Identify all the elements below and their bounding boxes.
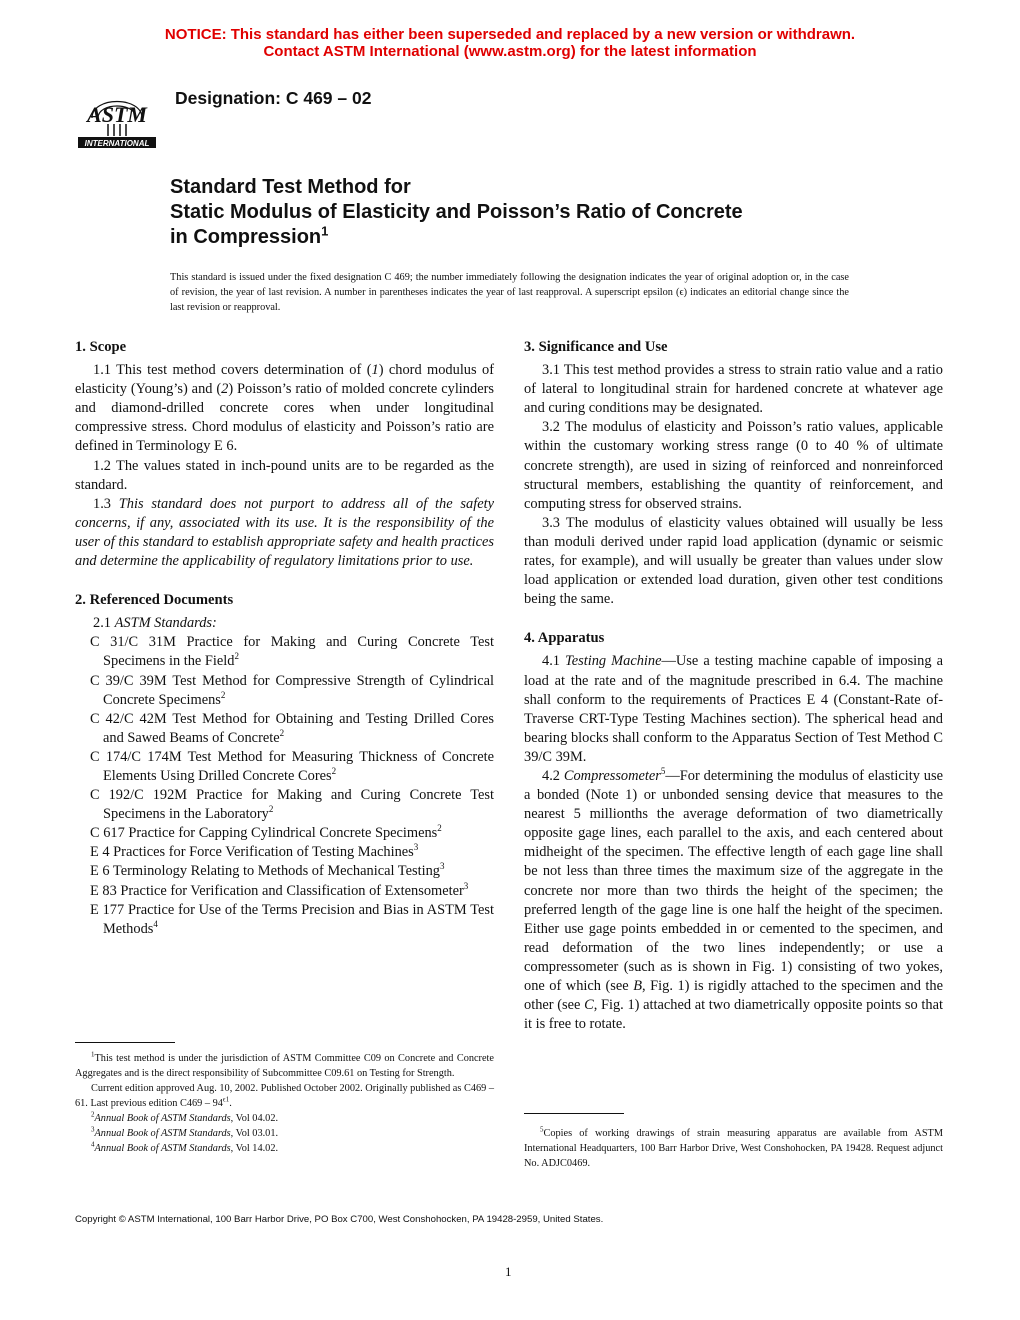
footnote-3 [75,1126,494,1141]
scope-1-1-b: ) chord modulus of elasticity (Young’s) and ( [75,362,494,398]
apparatus-4-2-a: —For determining the modulus of elasticity use a bonded (Note 1) or unbonded sensing device that measures to the nearest 5 millionths the average deformation of two diametrically opposite gage lines, each parallel to the axis, and each centered about midheight of the specimen. The effective length of each gage line shall be not less than three times the maximum size of the aggregate in the concrete nor more than two thirds the height of the specimen; the preferred length of the gage line is one half the height of the specimen. Either use gage points embedded in or cemented to the specimen, and read deformation of the two lines independently; or use a compressometer (such as is shown in Fig. 1) consisting of two yokes, one of which (see [524,767,943,994]
footnote-2-book: Annual Book of ASTM Standards [94,1113,231,1124]
footnote-2 [75,1111,494,1126]
footnote-1-edition-text: Current edition approved Aug. 10, 2002. Published October 2002. Originally published as C469 – 61. Last previous edition C469 – 94 [75,1083,494,1109]
astm-logo-subtext: INTERNATIONAL [84,139,150,148]
footnote-3-mark: 3 [91,1125,95,1134]
referenced-document-footnote-mark: 2 [437,823,442,834]
footnote-3-book: Annual Book of ASTM Standards [94,1128,231,1139]
footnote-4-vol: , Vol 14.02. [230,1143,279,1154]
referenced-document-item [75,748,494,786]
left-column [75,338,494,939]
referenced-document-item [75,901,494,939]
footnote-1-edition-end: . [229,1098,232,1109]
footnote-1 [75,1051,494,1081]
section-heading-referenced-documents: 2. Referenced Documents [75,592,234,609]
referenced-document-text: E 4 Practices for Force Verification of Testing Machines [90,844,414,861]
scope-1-2: 1.2 The values stated in inch-pound units are to be regarded as the standard. [75,457,494,493]
footnote-5 [524,1126,943,1171]
referenced-document-item [75,882,494,901]
footnote-5-text: Copies of working drawings of strain measuring apparatus are available from ASTM International Headquarters, 100 Barr Harbor Drive, West Conshohocken, PA 19428. Request adjunct No. ADJC0469. [524,1128,943,1169]
scope-1-1-c: ) Poisson’s ratio of molded concrete cylinders and diamond-drilled concrete cores when under longitudinal compressive stress. Chord modulus of elasticity and Poisson’s ratio are defined in Terminology E 6. [75,381,494,455]
footnote-5-para [524,1126,943,1171]
withdrawal-notice-line-1: NOTICE: This standard has either been superseded and replaced by a new version or withdrawn. [164,26,856,43]
footnote-rule-right [524,1113,624,1114]
referenced-document-footnote-mark: 2 [220,689,226,700]
scope-1-1-n1: 1 [371,362,379,379]
referenced-document-text: C 31/C 31M Practice for Making and Curing Concrete Test Specimens in the Field [90,634,494,670]
title-line-3 [170,225,890,250]
withdrawal-notice-line-2: Contact ASTM International (www.astm.org) for the latest information [263,43,757,60]
footnote-4-mark: 4 [91,1140,95,1149]
scope-1-1-n2: 2 [221,381,229,398]
title-line-2: Static Modulus of Elasticity and Poisson’s Ratio of Concrete [170,201,743,223]
referenced-document-item [75,786,494,824]
footnote-1-text: This test method is under the jurisdiction of ASTM Committee C09 on Concrete and Concrete Aggregates and is the direct responsibility of Subcommittee C09.61 on Testing for Strength. [75,1053,494,1079]
apparatus-4-2-b-letter: B [633,978,642,994]
footnote-1-mark: 1 [91,1050,95,1059]
apparatus-4-1-term: Testing Machine [565,653,662,670]
astm-standards-text: ASTM Standards: [114,615,217,632]
apparatus-4-2-c: , Fig. 1) attached at two diametrically opposite points so that it is free to rotate. [524,997,943,1033]
referenced-document-footnote-mark: 2 [331,766,337,777]
copyright: Copyright © ASTM International, 100 Barr Harbor Drive, PO Box C700, West Conshohocken, PA 19428-2959, United States. [75,1214,604,1225]
title-line-1: Standard Test Method for [170,176,411,198]
referenced-document-text: C 42/C 42M Test Method for Obtaining and Testing Drilled Cores and Sawed Beams of Concrete [90,710,494,746]
footnotes-left [75,1051,494,1156]
footnote-3-vol: , Vol 03.01. [230,1128,279,1139]
apparatus-4-2-c-letter: C [584,997,594,1014]
referenced-document-footnote-mark: 3 [413,842,419,853]
referenced-document-footnote-mark: 2 [234,651,239,662]
referenced-document-footnote-mark: 2 [279,727,285,738]
footnote-2-mark: 2 [91,1110,95,1119]
referenced-document-item [75,672,494,710]
footnote-4 [75,1141,494,1156]
significance-3-1: 3.1 This test method provides a stress to strain ratio value and a ratio of lateral to longitudinal strain for hardened concrete at whatever age and curing conditions may be designated. [524,362,943,417]
title-footnote-mark: 1 [321,223,329,239]
title-line-3-text: in Compression [170,226,322,248]
apparatus-4-2 [524,767,943,1034]
section-heading-significance: 3. Significance and Use [524,339,668,355]
referenced-document-footnote-mark: 2 [268,804,274,815]
apparatus-4-2-b: , Fig. 1) is rigidly attached to the specimen and the other (see [524,978,943,1014]
referenced-document-item [75,710,494,748]
referenced-document-footnote-mark: 4 [153,918,158,929]
referenced-document-text: C 192/C 192M Practice for Making and Curing Concrete Test Specimens in the Laboratory [90,787,494,823]
scope-1-3-num: 1.3 [93,495,119,512]
referenced-documents-list [75,633,494,939]
significance-3-3: 3.3 The modulus of elasticity values obtained will usually be less than moduli derived under rapid load application (dynamic or seismic rates, for example), and will usually be greater than values under slow load application or extended load duration, given other test conditions being the same. [524,514,943,608]
standard-intro: This standard is issued under the fixed designation C 469; the number immediately following the designation indicates the year of original adoption or, in the case of revision, the year of last revision. A number in parentheses indicates the year of last reapproval. A superscript epsilon (ϵ) indicates an editorial change since the last revision or reapproval. [170,272,849,313]
footnote-1-edition [75,1081,494,1111]
referenced-document-footnote-mark: 3 [463,880,469,891]
footnote-2-vol: , Vol 04.02. [230,1113,279,1124]
referenced-document-item [75,824,494,843]
apparatus-4-2-term: Compressometer [563,767,661,784]
referenced-document-text: E 6 Terminology Relating to Methods of Mechanical Testing [90,863,440,880]
referenced-document-text: C 174/C 174M Test Method for Measuring Thickness of Concrete Elements Using Drilled Concrete Cores [90,748,494,784]
footnote-rule-left [75,1042,175,1043]
referenced-document-item [75,862,494,881]
apparatus-4-1-num: 4.1 [542,653,566,670]
section-heading-scope: 1. Scope [75,339,127,355]
scope-1-1-a: 1.1 This test method covers determination of ( [93,362,372,379]
referenced-document-text: C 39/C 39M Test Method for Compressive Strength of Cylindrical Concrete Specimens [90,672,494,708]
astm-standards-label [75,614,494,633]
astm-logo-text: ASTM [87,102,147,127]
referenced-document-item [75,843,494,862]
referenced-document-text: C 617 Practice for Capping Cylindrical Concrete Specimens [90,825,438,842]
apparatus-4-2-sup: 5 [660,766,666,777]
right-column [524,338,943,1034]
scope-1-3 [75,495,494,571]
apparatus-4-2-num: 4.2 [542,767,564,784]
section-heading-apparatus: 4. Apparatus [524,630,605,647]
footnote-1-edition-sup: ϵ1 [222,1095,230,1104]
astm-logo [72,78,162,150]
referenced-document-item [75,633,494,671]
document-title [170,175,890,250]
astm-logo-mark [72,78,162,150]
scope-1-3-text: This standard does not purport to address all of the safety concerns, if any, associated with its use. It is the responsibility of the user of this standard to establish appropriate safety and health practices and determine the applicability of regulatory limitations prior to use. [75,495,494,570]
significance-3-2: 3.2 The modulus of elasticity and Poisson’s ratio values, applicable within the customary working stress range (0 to 40 % of ultimate concrete strength), are used in sizing of reinforced and nonreinforced structural members, establishing the quantity of reinforcement, and computing stress for observed strains. [524,419,943,512]
astm-standards-num: 2.1 [93,615,115,632]
page-number: 1 [505,1264,512,1279]
footnote-4-book: Annual Book of ASTM Standards [94,1143,231,1154]
footnote-5-mark: 5 [540,1125,544,1134]
referenced-document-text: E 177 Practice for Use of the Terms Precision and Bias in ASTM Test Methods [90,901,494,937]
scope-1-1 [75,361,494,456]
referenced-document-text: E 83 Practice for Verification and Classification of Extensometer [90,882,464,899]
apparatus-4-1-text: —Use a testing machine capable of imposing a load at the rate and of the magnitude prescribed in 6.4. The machine shall conform to the requirements of Practices E 4 (Constant-Rate of-Traverse CRT-Type Testing Machines section). The spherical head and bearing blocks shall conform to the Apparatus Section of Test Method C 39/C 39M. [524,653,944,765]
apparatus-4-1 [524,652,943,767]
referenced-document-footnote-mark: 3 [439,861,445,872]
designation: Designation: C 469 – 02 [175,88,372,108]
